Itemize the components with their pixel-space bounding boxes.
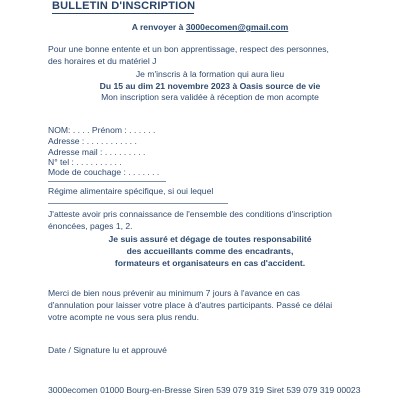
training-dates: Du 15 au dim 21 novembre 2023 à Oasis source de vie xyxy=(99,81,321,91)
conditions-line-2: énoncées, pages 1, 2. xyxy=(48,221,133,231)
intro-line-2: des horaires et du matériel J xyxy=(48,56,157,66)
conditions-line-1: J'atteste avoir pris connaissance de l'ensemble des conditions d'inscription xyxy=(48,209,332,219)
responsibility-line-3: formateurs et organisateurs en cas d'accident. xyxy=(114,258,306,268)
email-field[interactable]: Adresse mail : . . . . . . . . . xyxy=(48,147,146,157)
signature-line: Date / Signature lu et approuvé xyxy=(48,345,167,355)
phone-field[interactable]: N° tel : . . . . . . . . . . xyxy=(48,157,122,167)
footer-company-info: 3000ecomen 01000 Bourg-en-Bresse Siren 539 079 319 Siret 539 079 319 00023 xyxy=(48,385,361,395)
notice-line-3: votre acompte ne vous sera plus rendu. xyxy=(48,312,199,322)
address-field[interactable]: Adresse : . . . . . . . . . . . xyxy=(48,136,137,146)
diet-rule xyxy=(48,203,228,204)
accommodation-field[interactable]: Mode de couchage : . . . . . . . xyxy=(48,167,160,177)
intro-line-1: Pour une bonne entente et un bon apprentissage, respect des personnes, xyxy=(48,44,329,54)
send-to-line xyxy=(0,22,420,33)
notice-line-2: d'annulation pour laisser votre place à d'autres participants. Passé ce délai xyxy=(48,300,333,310)
title-underline xyxy=(52,13,194,14)
responsibility-line-1: Je suis assuré et dégage de toutes responsabilité xyxy=(108,234,312,244)
contact-email-link[interactable]: 3000ecomen@gmail.com xyxy=(185,22,289,32)
diet-field[interactable]: Régime alimentaire spécifique, si oui lequel xyxy=(48,186,214,196)
responsibility-line-2: des accueillants comme des encadrants, xyxy=(126,246,294,256)
send-to-prefix: A renvoyer à xyxy=(131,22,186,32)
intro-line-3: Je m'inscris à la formation qui aura lieu xyxy=(135,69,285,79)
validation-note: Mon inscription sera validée à réception de mon acompte xyxy=(101,92,319,102)
notice-line-1: Merci de bien nous prévenir au minimum 7 jours à l'avance en cas xyxy=(48,288,300,298)
accommodation-rule xyxy=(48,181,166,182)
document-title: BULLETIN D'INSCRIPTION xyxy=(52,0,196,12)
name-field[interactable]: NOM: . . . . Prénom : . . . . . . xyxy=(48,125,156,135)
